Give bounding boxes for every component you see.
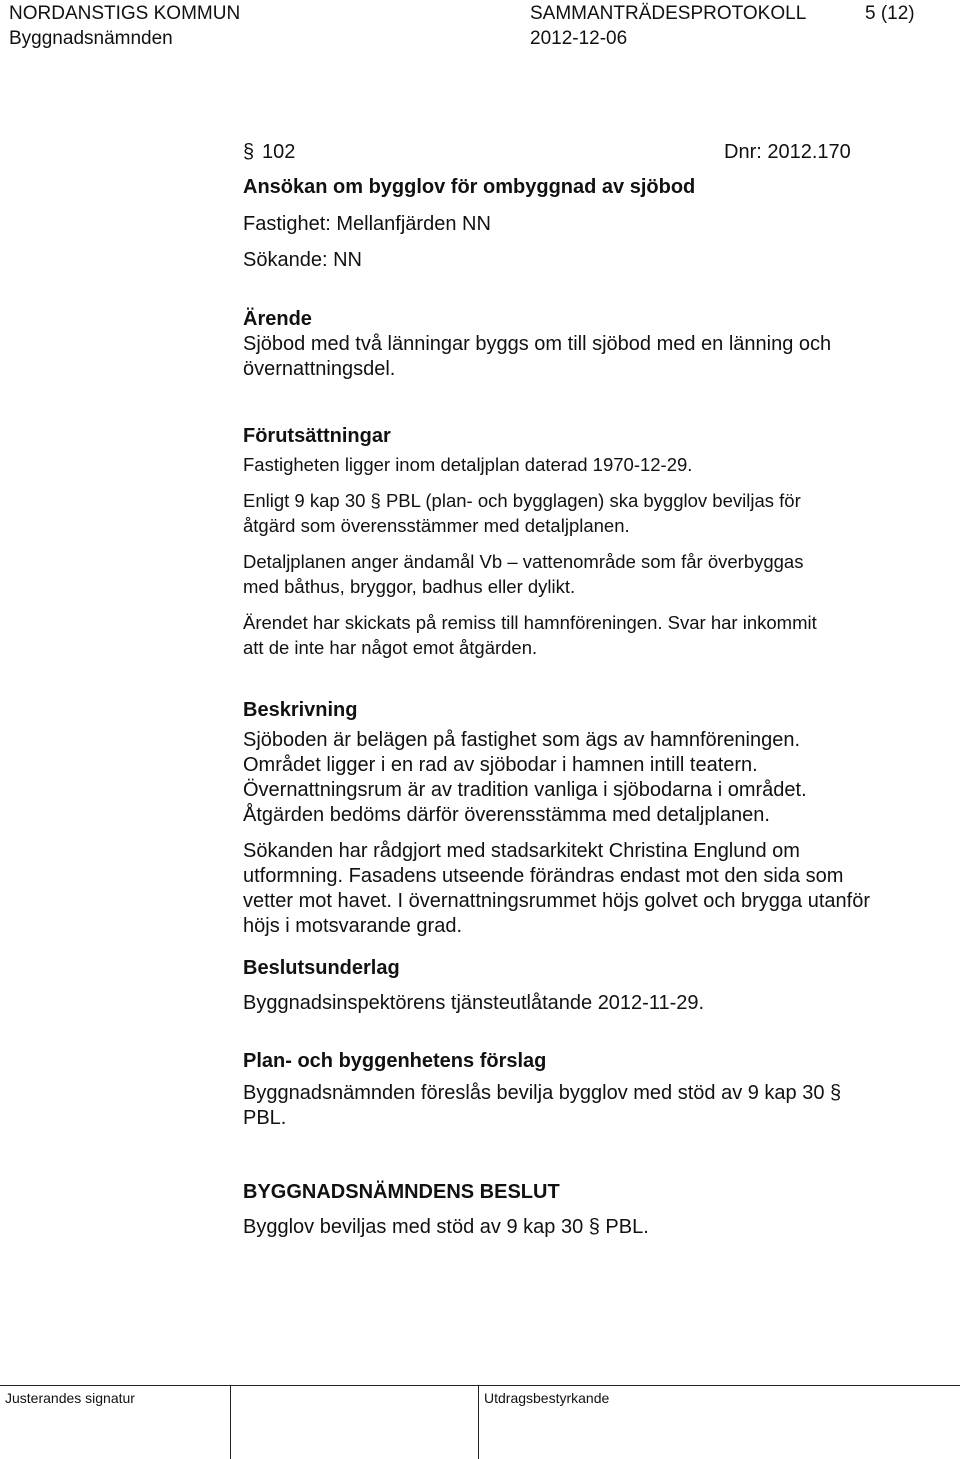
paragraph-line: Byggnadsnämnden föreslås bevilja bygglov med stöd av 9 kap 30 § bbox=[243, 1082, 842, 1104]
paragraph-line: Övernattningsrum är av tradition vanliga i sjöbodarna i området. bbox=[243, 779, 807, 801]
section-heading: Beskrivning bbox=[243, 699, 358, 721]
signature-label: Justerandes signatur bbox=[5, 1390, 135, 1406]
paragraph-line: Sökanden har rådgjort med stadsarkitekt Christina Englund om bbox=[243, 840, 800, 862]
paragraph-line: Byggnadsinspektörens tjänsteutlåtande 2012-11-29. bbox=[243, 992, 705, 1014]
paragraph-line: åtgärd som överensstämmer med detaljplanen. bbox=[243, 515, 630, 536]
committee-name: Byggnadsnämnden bbox=[9, 28, 173, 49]
case-applicant: Sökande: NN bbox=[243, 249, 362, 271]
extract-label: Utdragsbestyrkande bbox=[484, 1390, 610, 1406]
paragraph-line: med båthus, bryggor, badhus eller dylikt. bbox=[243, 576, 576, 597]
footer-column-divider bbox=[230, 1385, 231, 1459]
section-forslag bbox=[243, 1049, 943, 1131]
paragraph-line: Åtgärden bedöms därför överensstämma med detaljplanen. bbox=[243, 804, 770, 826]
paragraph-line: Sjöboden är belägen på fastighet som ägs av hamnföreningen. bbox=[243, 729, 801, 751]
page-number: 5 (12) bbox=[865, 3, 915, 24]
paragraph-line: Området ligger i en rad av sjöbodar i hamnen intill teatern. bbox=[243, 754, 758, 776]
org-name: NORDANSTIGS KOMMUN bbox=[9, 3, 241, 24]
paragraph-line: Bygglov beviljas med stöd av 9 kap 30 § PBL. bbox=[243, 1216, 649, 1238]
case-title: Ansökan om bygglov för ombyggnad av sjöbod bbox=[243, 176, 696, 198]
paragraph-line: Sjöbod med två länningar byggs om till sjöbod med en länning och bbox=[243, 333, 832, 355]
section-beslut bbox=[243, 1180, 943, 1240]
paragraph-line: att de inte har något emot åtgärden. bbox=[243, 637, 538, 658]
case-section-symbol: § bbox=[243, 141, 255, 163]
paragraph-line: PBL. bbox=[243, 1107, 287, 1129]
paragraph-line: vetter mot havet. I övernattningsrummet höjs golvet och brygga utanför bbox=[243, 890, 870, 912]
section-heading: Beslutsunderlag bbox=[243, 957, 400, 979]
section-heading: Plan- och byggenhetens förslag bbox=[243, 1050, 547, 1072]
paragraph-line: Ärendet har skickats på remiss till hamnföreningen. Svar har inkommit bbox=[243, 612, 817, 633]
meeting-date: 2012-12-06 bbox=[530, 28, 628, 49]
paragraph-line: höjs i motsvarande grad. bbox=[243, 915, 463, 937]
section-arende bbox=[243, 307, 943, 382]
case-dnr: Dnr: 2012.170 bbox=[724, 141, 851, 163]
section-beslutsunderlag bbox=[243, 956, 943, 1016]
footer-column-divider bbox=[478, 1385, 479, 1459]
case-property: Fastighet: Mellanfjärden NN bbox=[243, 213, 491, 235]
section-heading: Förutsättningar bbox=[243, 425, 391, 447]
paragraph-line: utformning. Fasadens utseende förändras endast mot den sida som bbox=[243, 865, 844, 887]
section-forutsattningar bbox=[243, 424, 943, 660]
paragraph-line: Fastigheten ligger inom detaljplan daterad 1970-12-29. bbox=[243, 454, 693, 475]
section-heading: BYGGNADSNÄMNDENS BESLUT bbox=[243, 1181, 560, 1203]
paragraph-line: Detaljplanen anger ändamål Vb – vattenområde som får överbyggas bbox=[243, 551, 804, 572]
footer-divider bbox=[0, 1385, 960, 1386]
paragraph-line: Enligt 9 kap 30 § PBL (plan- och bygglagen) ska bygglov beviljas för bbox=[243, 490, 801, 511]
section-heading: Ärende bbox=[243, 308, 312, 330]
case-number: 102 bbox=[262, 141, 296, 163]
section-beskrivning bbox=[243, 698, 943, 939]
paragraph-line: övernattningsdel. bbox=[243, 358, 396, 380]
doc-type: SAMMANTRÄDESPROTOKOLL bbox=[530, 3, 807, 24]
